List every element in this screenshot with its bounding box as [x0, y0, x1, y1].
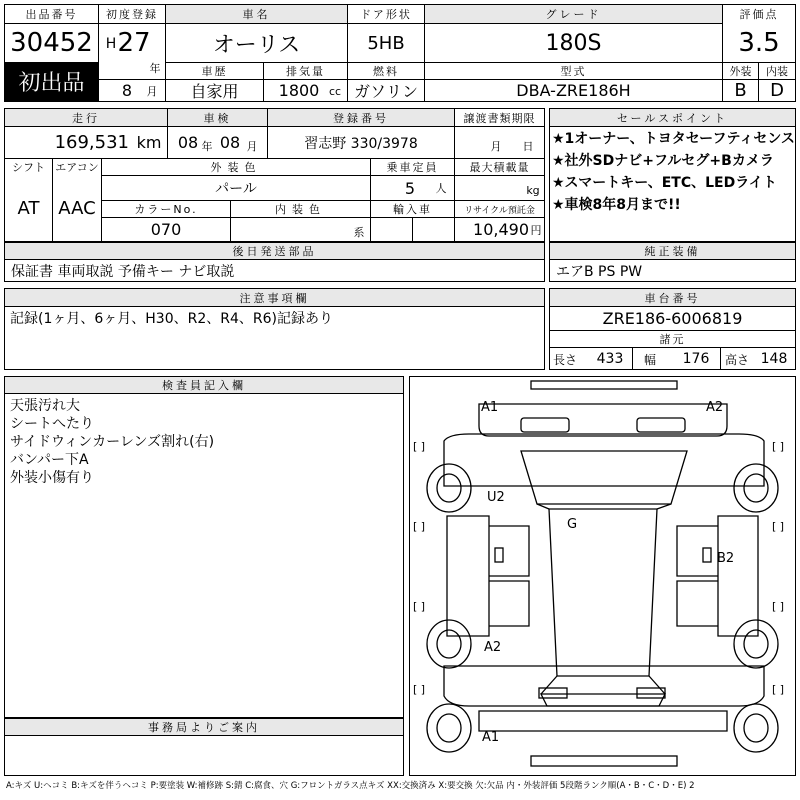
- door-type: 5HB: [367, 32, 405, 54]
- inspection-month-unit: 月: [246, 140, 258, 153]
- era: H: [105, 36, 117, 52]
- legend-footer: A:キズ U:ヘコミ B:キズを伴うヘコミ P:要塗装 W:補修跡 S:錆 C:腐食、穴 G:フロントガラス点キズ XX:交換済み X:要交換 欠:欠品 内・外装評価 5段階ランク順(A・B・C・D・E) 2: [6, 781, 695, 791]
- max-load-label: 最大積載量: [469, 161, 530, 174]
- max-load-unit: kg: [526, 183, 540, 197]
- inspector-line-4: バンパー下A: [10, 452, 89, 468]
- grade: 180S: [545, 30, 602, 56]
- int-grade-label: 内装: [766, 64, 788, 78]
- car-outline-diagram: [409, 376, 796, 776]
- inspector-line-3: サイドウィンカーレンズ割れ(右): [10, 434, 215, 450]
- car-name-label: 車名: [166, 5, 347, 23]
- inspection-year: 08: [177, 133, 199, 152]
- chassis-no: ZRE186-6006819: [602, 309, 743, 328]
- reg-no: 習志野 330/3978: [304, 135, 418, 152]
- chassis-label: 車台番号: [550, 289, 795, 306]
- reg-no-label: 登録番号: [268, 109, 454, 126]
- inspector-line-2: シートへたり: [10, 416, 94, 432]
- mileage: 169,531: [54, 132, 129, 153]
- mark-rear-bumper: A1: [482, 730, 500, 745]
- mileage-unit: km: [136, 133, 162, 152]
- transfer-day-unit: 日: [522, 140, 534, 153]
- inspector-label: 検査員記入欄: [5, 377, 403, 393]
- displacement: 1800: [278, 81, 320, 100]
- height-label: 高さ: [724, 352, 749, 367]
- month-unit: 月: [146, 85, 158, 98]
- recycle-label: リサイクル預託金: [464, 205, 535, 216]
- transfer-month-unit: 月: [490, 140, 502, 153]
- capacity-unit: 人: [435, 182, 447, 195]
- first-reg-label: 初度登録: [106, 8, 158, 21]
- lot-no-label: 出品番号: [25, 8, 78, 21]
- bracket-right-1: [ ]: [772, 440, 785, 453]
- capacity-label: 乗車定員: [386, 161, 439, 174]
- mark-front-left: A1: [481, 400, 499, 415]
- ext-grade-label: 外装: [729, 64, 752, 78]
- bracket-left-3: [ ]: [413, 600, 426, 613]
- inspection-label: 車検: [168, 109, 267, 126]
- mark-left-rear: A2: [484, 640, 502, 655]
- bracket-left-1: [ ]: [413, 440, 426, 453]
- mark-left-fender: U2: [487, 490, 505, 505]
- transfer-label: 譲渡書類期限: [463, 111, 536, 125]
- shift-label: シフト: [12, 161, 45, 174]
- inspection-year-unit: 年: [201, 140, 213, 153]
- first-reg-year: 27: [117, 28, 151, 58]
- height: 148: [760, 350, 788, 367]
- bracket-left-2: [ ]: [413, 520, 426, 533]
- mileage-label: 走行: [5, 109, 167, 126]
- import-label: 輸入車: [393, 203, 432, 216]
- inspector-line-1: 天張汚れ大: [10, 398, 80, 414]
- inspector-line-5: 外装小傷有り: [10, 470, 94, 486]
- score-label: 評価点: [739, 8, 779, 21]
- ext-grade: B: [734, 80, 747, 101]
- bracket-right-2: [ ]: [772, 520, 785, 533]
- mark-front-right: A2: [706, 400, 724, 415]
- model: DBA-ZRE186H: [516, 81, 631, 100]
- car-name: オーリス: [212, 32, 301, 58]
- bracket-right-4: [ ]: [772, 683, 785, 696]
- sales-point-3: ★スマートキー、ETC、LEDライト: [552, 175, 777, 191]
- displacement-label: 排気量: [286, 64, 325, 78]
- sales-point-2: ★社外SDナビ+フルセグ+Bカメラ: [552, 153, 774, 169]
- ac: AAC: [58, 198, 96, 219]
- displacement-unit: cc: [328, 84, 342, 98]
- fuel: ガソリン: [353, 82, 418, 101]
- mark-windshield: G: [567, 517, 578, 532]
- mark-right-rear-door: B2: [717, 551, 735, 566]
- first-listing-badge: 初出品: [5, 62, 98, 101]
- int-color-unit: 系: [353, 226, 365, 239]
- recycle: 10,490: [473, 220, 529, 239]
- int-grade: D: [770, 80, 784, 101]
- grade-label: グレード: [425, 5, 722, 23]
- equipment: エアB PS PW: [556, 263, 643, 280]
- shift: AT: [17, 198, 40, 219]
- recycle-unit: 円: [530, 224, 542, 237]
- year-unit: 年: [149, 62, 161, 75]
- equipment-label: 純正装備: [550, 243, 795, 259]
- ac-label: エアコン: [55, 161, 99, 174]
- capacity: 5: [404, 178, 416, 198]
- bracket-left-4: [ ]: [413, 683, 426, 696]
- office-label: 事務局よりご案内: [5, 719, 403, 735]
- color-no-label: カラーNo.: [134, 203, 198, 216]
- ext-color-label: 外装色: [210, 161, 262, 174]
- fuel-label: 燃料: [373, 64, 399, 78]
- lot-no: 30452: [10, 28, 93, 58]
- int-color-label: 内装色: [275, 203, 326, 216]
- door-label: ドア形状: [360, 8, 412, 21]
- width-label: 幅: [643, 352, 656, 367]
- color-no: 070: [150, 220, 182, 239]
- notes: 記録(1ヶ月、6ヶ月、H30、R2、R4、R6)記録あり: [10, 311, 333, 327]
- width: 176: [682, 350, 710, 367]
- history: 自家用: [190, 82, 239, 101]
- length-label: 長さ: [552, 352, 577, 367]
- bracket-right-3: [ ]: [772, 600, 785, 613]
- history-label: 車歴: [201, 64, 228, 78]
- notes-label: 注意事項欄: [5, 289, 544, 306]
- ext-color: パール: [215, 181, 257, 197]
- length: 433: [596, 350, 624, 367]
- score: 3.5: [738, 28, 780, 58]
- sales-point-1: ★1オーナー、トヨタセーフティセンス: [552, 131, 795, 147]
- later-parts-label: 後日発送部品: [5, 243, 544, 259]
- sales-points-label: セールスポイント: [550, 109, 795, 126]
- model-label: 型式: [560, 64, 587, 78]
- spec-label: 諸元: [659, 333, 686, 346]
- inspection-month: 08: [219, 133, 241, 152]
- first-reg-month: 8: [121, 81, 133, 100]
- sales-point-4: ★車検8年8月まで!!: [552, 197, 681, 213]
- later-parts: 保証書 車両取説 予備キー ナビ取説: [11, 263, 235, 280]
